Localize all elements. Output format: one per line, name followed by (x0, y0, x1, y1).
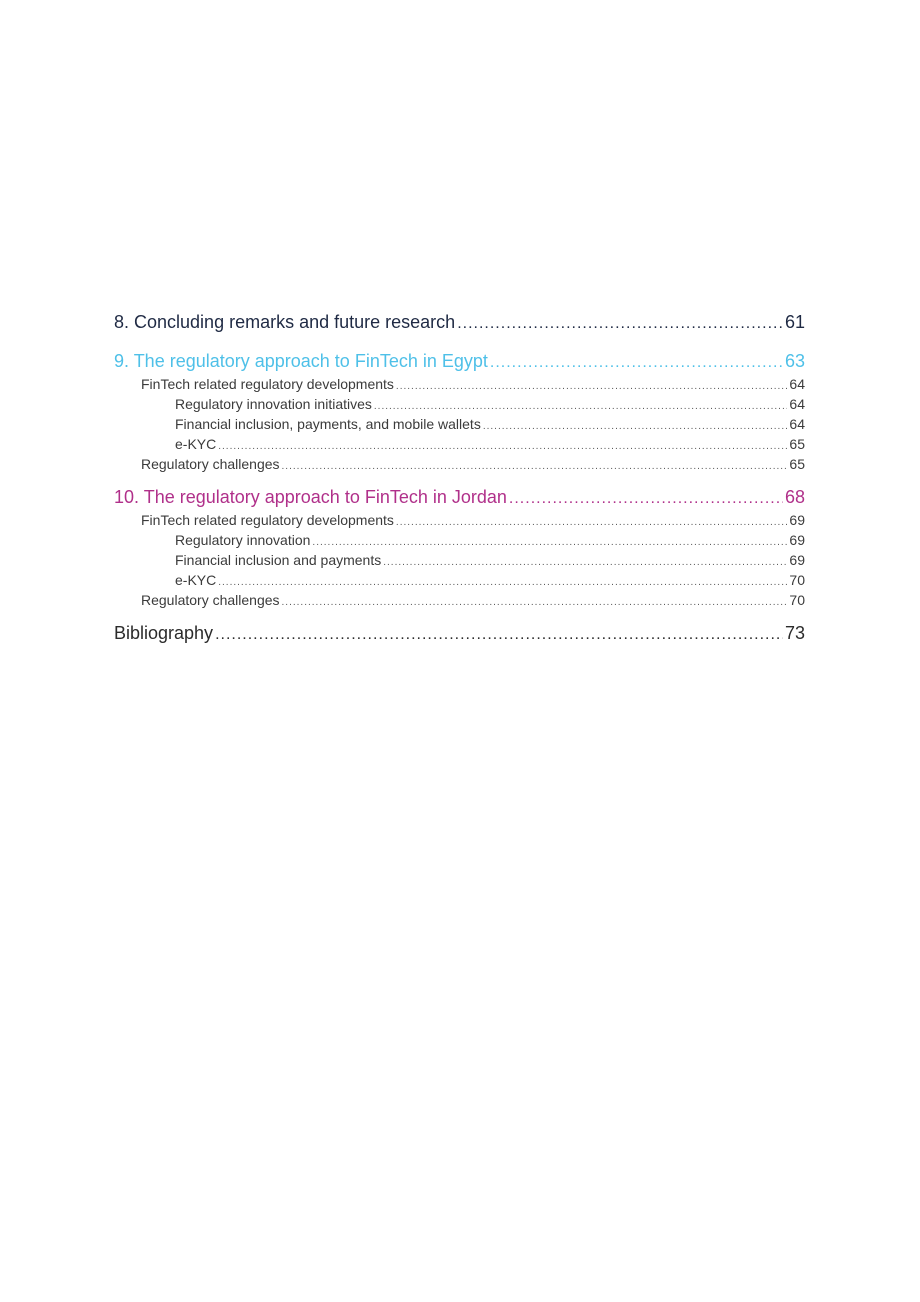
toc-entry-label: Regulatory challenges (141, 456, 280, 472)
dot-leader (282, 457, 788, 474)
toc-page-number: 64 (789, 396, 805, 412)
toc-entry-label: e-KYC (175, 572, 217, 588)
dot-leader (490, 350, 783, 374)
toc-subentry[interactable] (114, 454, 805, 474)
toc-entry-label: Regulatory innovation (175, 532, 311, 548)
toc-entry-bibliography[interactable] (114, 620, 805, 646)
toc-subsubentry[interactable] (114, 530, 805, 550)
toc-page-number: 69 (789, 552, 805, 568)
toc-subsubentry[interactable] (114, 550, 805, 570)
dot-leader (396, 377, 788, 394)
dot-leader (218, 573, 787, 590)
dot-leader (282, 593, 788, 610)
toc-page-number: 73 (784, 623, 805, 643)
dot-leader (215, 622, 783, 646)
toc-entry-label: Regulatory innovation initiatives (175, 396, 372, 412)
toc-entry-label: 9. The regulatory approach to FinTech in Egypt (114, 351, 488, 371)
toc-subentry[interactable] (114, 510, 805, 530)
table-of-contents (114, 309, 805, 646)
toc-page-number: 65 (789, 456, 805, 472)
toc-page-number: 68 (784, 487, 805, 507)
toc-entry-label: Financial inclusion and payments (175, 552, 382, 568)
toc-entry-label: Regulatory challenges (141, 592, 280, 608)
dot-leader (383, 553, 787, 570)
toc-subsubentry[interactable] (114, 434, 805, 454)
toc-entry-label: FinTech related regulatory developments (141, 512, 394, 528)
toc-entry-label: e-KYC (175, 436, 217, 452)
toc-entry-section-9[interactable] (114, 348, 805, 374)
toc-entry-section-10[interactable] (114, 484, 805, 510)
toc-subsubentry[interactable] (114, 414, 805, 434)
dot-leader (218, 437, 787, 454)
toc-page-number: 69 (789, 512, 805, 528)
toc-entry-label: FinTech related regulatory developments (141, 376, 394, 392)
toc-page-number: 64 (789, 416, 805, 432)
toc-page-number: 64 (789, 376, 805, 392)
toc-page-number: 70 (789, 592, 805, 608)
dot-leader (457, 311, 783, 335)
dot-leader (374, 397, 788, 414)
dot-leader (509, 486, 783, 510)
toc-entry-label: Financial inclusion, payments, and mobile wallets (175, 416, 481, 432)
toc-subsubentry[interactable] (114, 570, 805, 590)
toc-entry-label: 8. Concluding remarks and future research (114, 312, 456, 332)
toc-subentry[interactable] (114, 590, 805, 610)
dot-leader (483, 417, 788, 434)
toc-entry-section-8[interactable] (114, 309, 805, 335)
toc-page-number: 61 (784, 312, 805, 332)
dot-leader (312, 533, 787, 550)
toc-subentry[interactable] (114, 374, 805, 394)
toc-page-number: 70 (789, 572, 805, 588)
toc-page-number: 63 (784, 351, 805, 371)
toc-page-number: 65 (789, 436, 805, 452)
toc-entry-label: 10. The regulatory approach to FinTech in Jordan (114, 487, 507, 507)
toc-entry-label: Bibliography (114, 623, 214, 643)
dot-leader (396, 513, 788, 530)
toc-subsubentry[interactable] (114, 394, 805, 414)
toc-page-number: 69 (789, 532, 805, 548)
